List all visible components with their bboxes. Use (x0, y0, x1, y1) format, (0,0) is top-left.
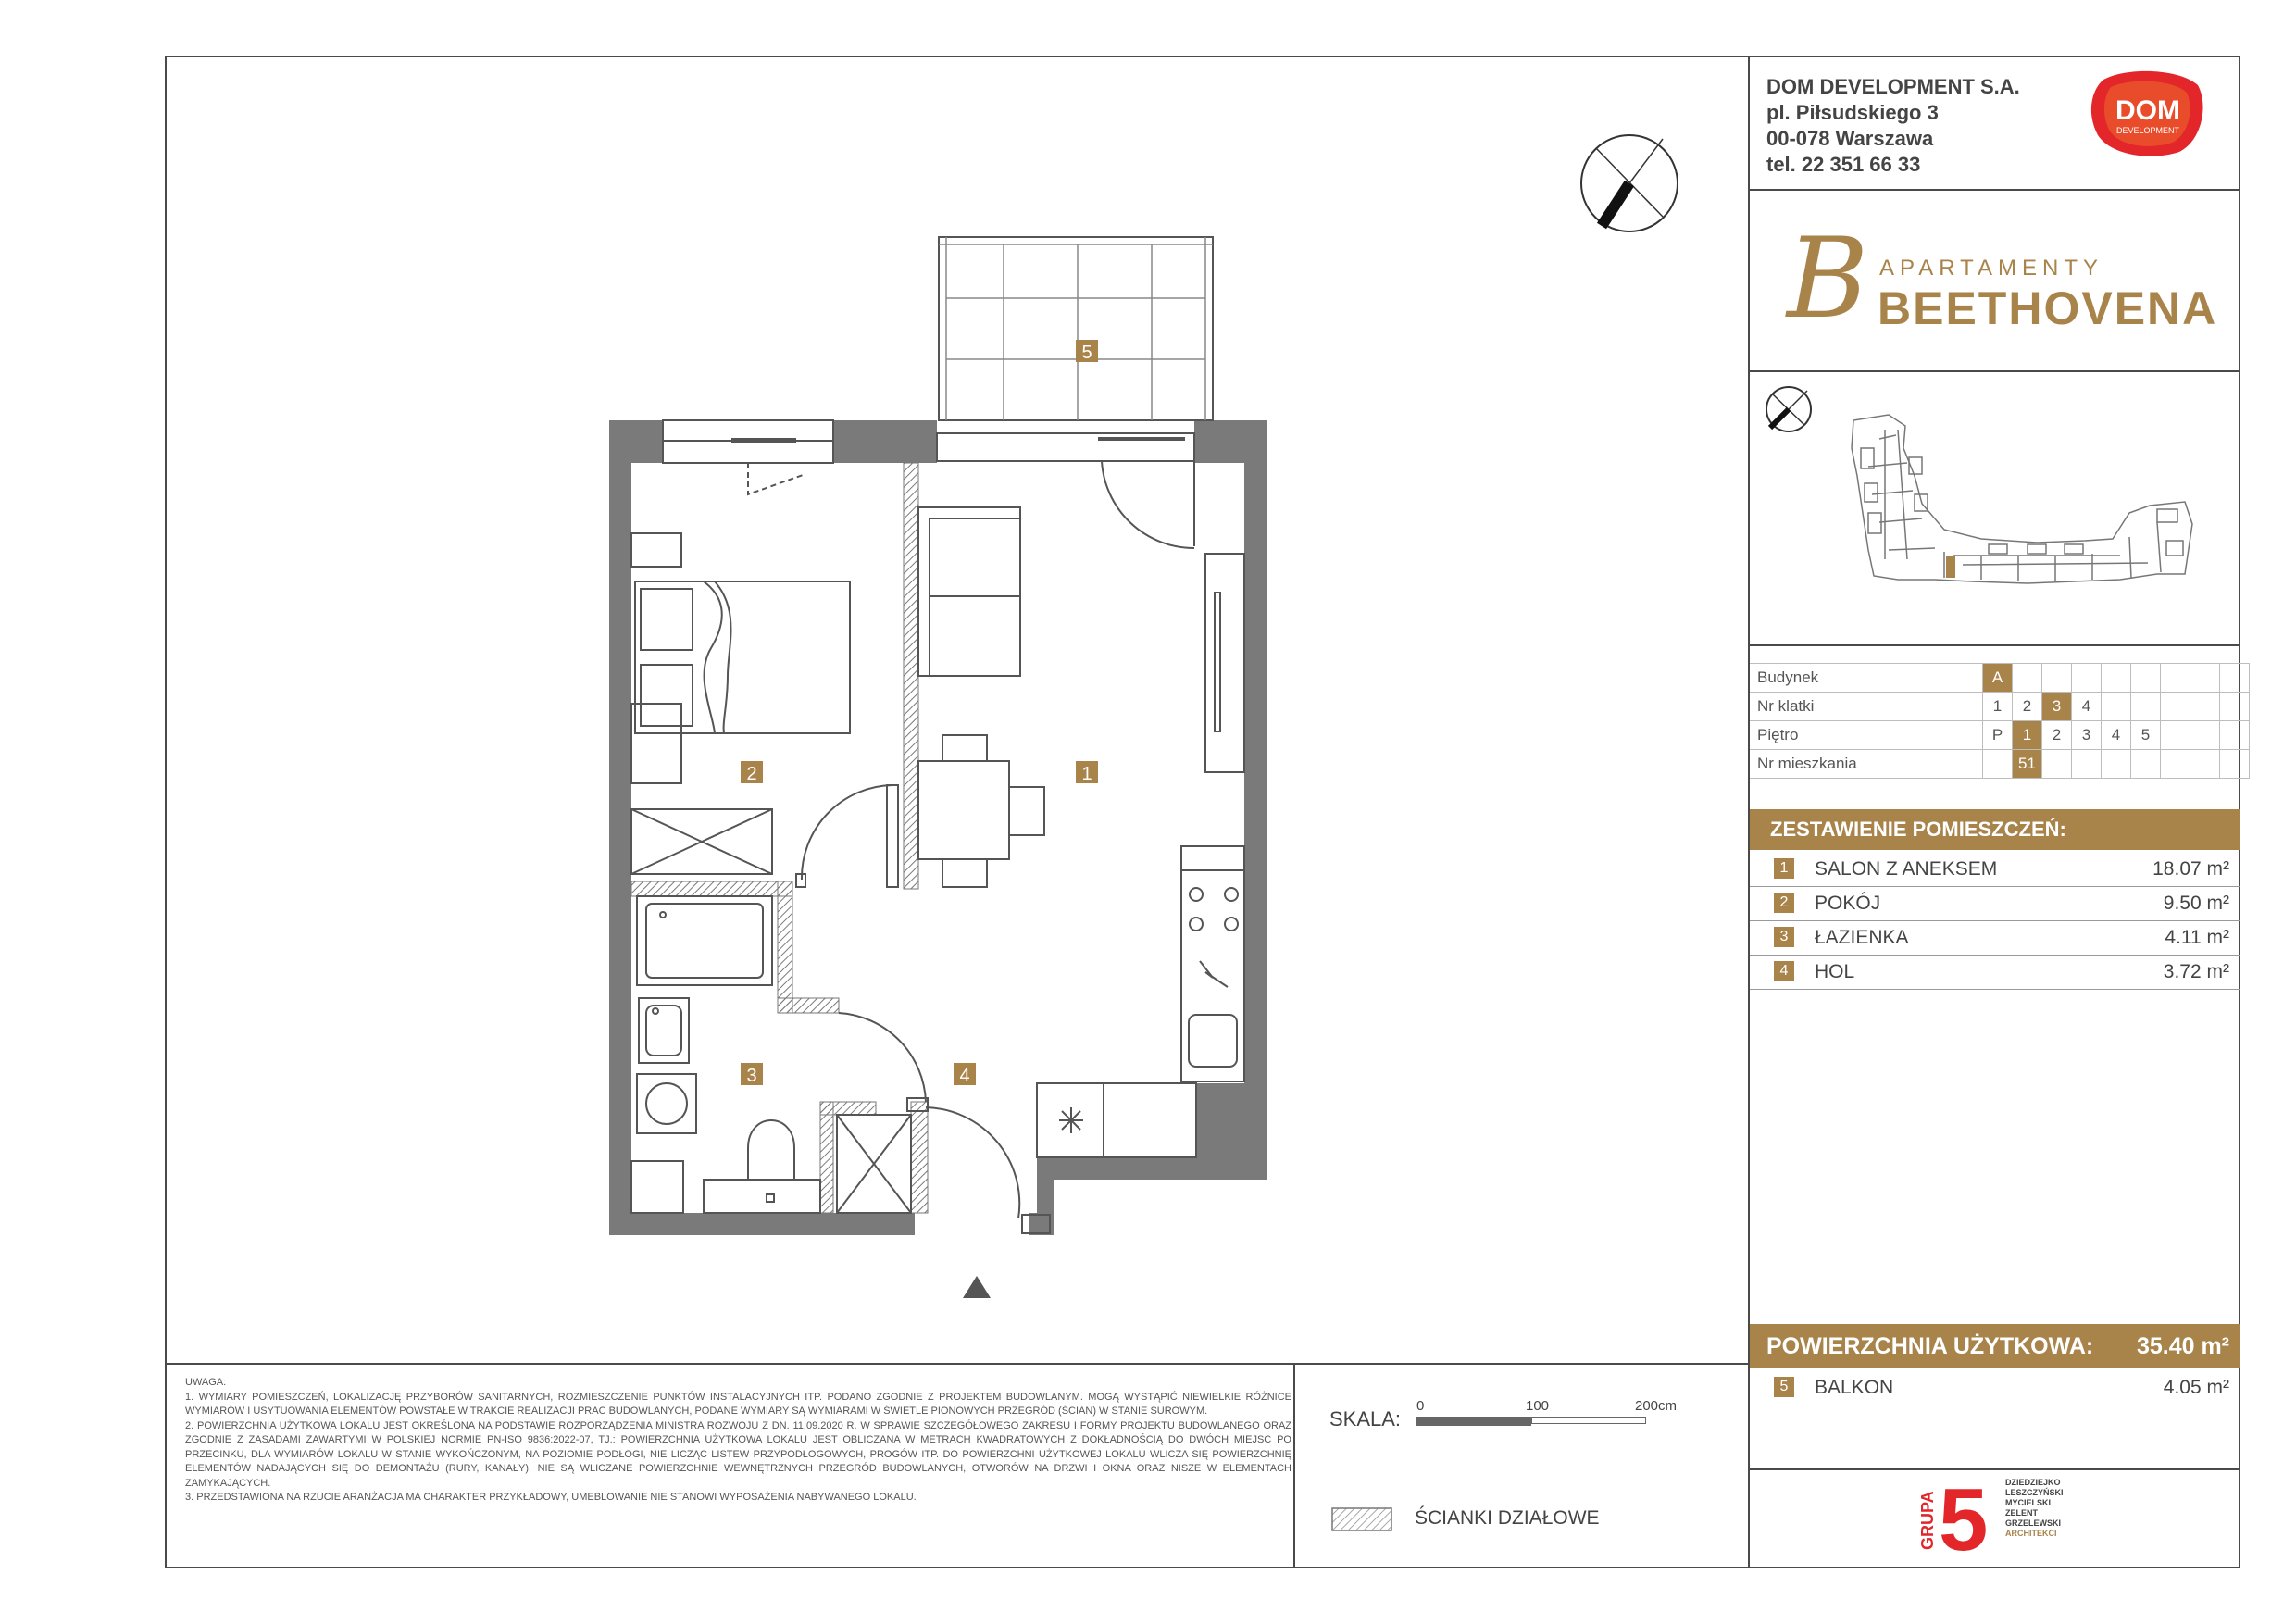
room-name: POKÓJ (1815, 893, 1881, 914)
room-area: 4.11 m² (2165, 927, 2229, 948)
info-cell: 51 (2013, 750, 2042, 779)
info-cell (2190, 721, 2220, 750)
dining-table (918, 735, 1044, 887)
entrance-door (907, 1098, 1050, 1233)
bedroom-window (663, 420, 833, 494)
bedroom-door (796, 785, 898, 887)
brand-line1: APARTAMENTY (1879, 256, 2104, 281)
logo-dom-sub: DEVELOPMENT (2115, 126, 2180, 135)
info-cell (2161, 750, 2190, 779)
info-cell (2131, 750, 2161, 779)
washbasin (639, 998, 689, 1063)
info-cell (2220, 664, 2250, 693)
company-name: DOM DEVELOPMENT S.A. (1766, 75, 2020, 98)
info-row (1750, 664, 2250, 693)
room-area: 18.07 m² (2152, 858, 2229, 880)
info-cell: P (1983, 721, 2013, 750)
info-cell (2220, 721, 2250, 750)
scale-tick: 100 (1526, 1398, 1550, 1414)
info-label: Nr klatki (1750, 693, 1983, 721)
info-cell (2190, 693, 2220, 721)
room-name: SALON Z ANEKSEM (1815, 858, 1998, 880)
scale-bar (1416, 1398, 1678, 1428)
room-row (1750, 955, 2240, 990)
balcony-row (1750, 1370, 2240, 1405)
info-cell: 1 (1983, 693, 2013, 721)
room-area: 9.50 m² (2163, 893, 2229, 914)
plan-label-5: 5 (1081, 343, 1092, 363)
note-item: 3. PRZEDSTAWIONA NA RZUCIE ARANŻACJA MA CHARAKTER PRZYKŁADOWY, UMEBLOWANIE NIE STANOWI WYPOSAŻENIA NABYWANEGO LOKALU. (185, 1492, 917, 1503)
balcony-divider (1748, 1468, 2240, 1470)
info-cell (2102, 750, 2131, 779)
balcony-area: 4.05 m² (2163, 1377, 2229, 1398)
info-cell: 1 (2013, 721, 2042, 750)
plan-label-2: 2 (746, 764, 757, 784)
exterior-walls (609, 420, 1267, 1235)
grupa5-line: LESZCZYŃSKI (2005, 1488, 2064, 1497)
grupa5-line: GRZELEWSKI (2005, 1518, 2061, 1528)
info-row (1750, 693, 2250, 721)
info-cell: A (1983, 664, 2013, 693)
info-cell: 2 (2042, 721, 2072, 750)
balcony-door (937, 433, 1194, 548)
info-row (1750, 750, 2250, 779)
grupa5-arch: ARCHITEKCI (2005, 1529, 2057, 1538)
info-label: Nr mieszkania (1750, 750, 1983, 779)
tv-cabinet (1205, 554, 1244, 772)
notes (185, 1376, 1292, 1505)
info-label: Budynek (1750, 664, 1983, 693)
grupa5-digit: 5 (1939, 1470, 1989, 1569)
info-cell (2220, 750, 2250, 779)
room-number: 2 (1774, 893, 1794, 913)
room-number: 4 (1774, 961, 1794, 981)
company-divider (1748, 189, 2240, 191)
info-cell: 4 (2072, 693, 2102, 721)
info-cell (2042, 750, 2072, 779)
info-cell (2042, 664, 2072, 693)
bathtub (637, 896, 772, 985)
notes-top-line (165, 1363, 1750, 1365)
info-cell (2190, 750, 2220, 779)
info-cell (2220, 693, 2250, 721)
scale-tick: 200cm (1635, 1398, 1678, 1414)
washing-machine (637, 1074, 696, 1133)
grupa5-line: DZIEDZIEJKO (2005, 1478, 2061, 1487)
info-cell (1983, 750, 2013, 779)
bathroom-door (839, 1013, 926, 1102)
info-cell: 2 (2013, 693, 2042, 721)
info-cell (2131, 693, 2161, 721)
note-item: 1. WYMIARY POMIESZCZEŃ, LOKALIZACJĘ PRZYBORÓW SANITARNYCH, ROZMIESZCZENIE PUNKTÓW INSTALACYJNYCH ITP. PODANO ZGODNIE Z PROJEKTEM BUDOWLANYM. MOGĄ WYSTĄPIĆ NIEWIELKIE RÓŻNICE WYMIARÓW I USYTUOWANIA ELEMENTÓW POWSTAŁE W TRAKCIE REALIZACJI PRAC BUDOWLANYCH, PODANE WYMIARY SĄ WYMIARAMI W ŚWIETLE PIONOWYCH PRZEGRÓD (ŚCIAN) W STANIE SUROWYM. (185, 1391, 1292, 1417)
dom-development-logo (2090, 69, 2205, 157)
apartment-info-table (1750, 663, 2250, 779)
brand-monogram: B (1787, 215, 1869, 344)
info-cell (2161, 664, 2190, 693)
double-bed (631, 533, 850, 783)
keyplan-compass-icon (1766, 387, 1811, 431)
company-address1: pl. Piłsudskiego 3 (1766, 101, 1939, 124)
company-phone: tel. 22 351 66 33 (1766, 153, 1921, 176)
partition-legend-swatch (1331, 1507, 1392, 1531)
info-cell: 3 (2072, 721, 2102, 750)
info-cell (2102, 664, 2131, 693)
total-area-label: POWIERZCHNIA UŻYTKOWA: (1766, 1333, 2094, 1359)
room-row (1750, 852, 2240, 887)
sofa (918, 507, 1020, 676)
partition-legend-label: ŚCIANKI DZIAŁOWE (1415, 1507, 1600, 1529)
keyplan-apartment-marker (1946, 556, 1955, 578)
info-cell (2190, 664, 2220, 693)
info-cell: 4 (2102, 721, 2131, 750)
info-cell (2072, 750, 2102, 779)
room-row (1750, 886, 2240, 921)
notes-title: UWAGA: (185, 1377, 227, 1388)
brand-line2: BEETHOVENA (1878, 282, 2218, 334)
company-address2: 00-078 Warszawa (1766, 127, 1934, 150)
info-cell (2161, 693, 2190, 721)
room-name: HOL (1815, 961, 1855, 982)
info-cell (2161, 721, 2190, 750)
notes-divider (1293, 1363, 1295, 1568)
info-label: Piętro (1750, 721, 1983, 750)
plan-label-1: 1 (1081, 764, 1092, 784)
plan-label-4: 4 (959, 1066, 970, 1086)
scale-tick: 0 (1416, 1398, 1425, 1414)
hall-cabinets (1037, 1083, 1196, 1157)
info-cell (2131, 664, 2161, 693)
rooms-header: ZESTAWIENIE POMIESZCZEŃ: (1750, 809, 2240, 850)
info-cell: 3 (2042, 693, 2072, 721)
brand-logo (1787, 215, 2218, 344)
info-cell (2102, 693, 2131, 721)
kitchen-counter (1181, 846, 1244, 1081)
grupa5-logo (1918, 1470, 2107, 1569)
room-row (1750, 920, 2240, 956)
total-area-value: 35.40 m² (2136, 1333, 2229, 1359)
installation-shaft (837, 1115, 911, 1213)
grupa5-line: MYCIELSKI (2005, 1498, 2052, 1507)
logo-dom-text: DOM (2115, 95, 2180, 126)
key-plan (1750, 374, 2240, 643)
info-cell (2013, 664, 2042, 693)
partition-walls (631, 463, 928, 1213)
room-area: 3.72 m² (2163, 961, 2229, 982)
floor-plan (555, 157, 1759, 1324)
plan-label-3: 3 (746, 1066, 757, 1086)
note-item: 2. POWIERZCHNIA UŻYTKOWA LOKALU JEST OKREŚLONA NA PODSTAWIE ROZPORZĄDZENIA MINISTRA ROZWOJU Z DN. 11.09.2020 R. W SPRAWIE SZCZEGÓŁOWEGO ZAKRESU I FORMY PROJEKTU BUDOWLANEGO ORAZ ZGODNIE Z ZASADAMI ZAWARTYMI W POLSKIEJ NORMIE PN-ISO 9836:2022-07, TJ.: POWIERZCHNIA UŻYTKOWA LOKALU JEST OBLICZANA W METRACH KWADRATOWYCH Z DOKŁADNOŚCIĄ DO DWÓCH MIEJSC PO PRZECINKU, DLA WYMIARÓW LOKALU W STANIE WYKOŃCZONYM, NA POZIOMIE PODŁOGI, NIE LICZĄC LISTEW PRZYPODŁOGOWYCH, PROGÓW ITP. DO POWIERZCHNI UŻYTKOWEJ LOKALU WLICZA SIĘ POWIERZCHNIĘ ELEMENTÓW NADAJĄCYCH SIĘ DO DEMONTAŻU (RURY, KANAŁY), NIE SĄ WLICZANE POWIERZCHNIE WEWNĘTRZNYCH PRZEGRÓD BUDOWLANYCH, OTWORÓW NA DRZWI I OKNA ORAZ NISZE W ELEMENTACH ZAMYKAJĄCYCH. (185, 1419, 1292, 1489)
balcony-number: 5 (1774, 1377, 1794, 1397)
room-number: 1 (1774, 858, 1794, 879)
total-area-bar (1750, 1324, 2240, 1368)
entrance-arrow-icon (963, 1276, 991, 1298)
wardrobe (631, 809, 772, 874)
grupa5-vertical: GRUPA (1918, 1491, 1937, 1550)
balcony-area (939, 237, 1213, 420)
info-cell (2072, 664, 2102, 693)
room-number: 3 (1774, 927, 1794, 947)
keyplan-divider (1748, 644, 2240, 646)
brand-divider (1748, 370, 2240, 372)
balcony-name: BALKON (1815, 1377, 1894, 1398)
company-info (1766, 74, 2020, 178)
info-row (1750, 721, 2250, 750)
info-cell: 5 (2131, 721, 2161, 750)
grupa5-line: ZELENT (2005, 1508, 2038, 1518)
keyplan-building-outline (1852, 415, 2192, 583)
scale-label: SKALA: (1329, 1407, 1402, 1430)
room-name: ŁAZIENKA (1815, 927, 1909, 948)
